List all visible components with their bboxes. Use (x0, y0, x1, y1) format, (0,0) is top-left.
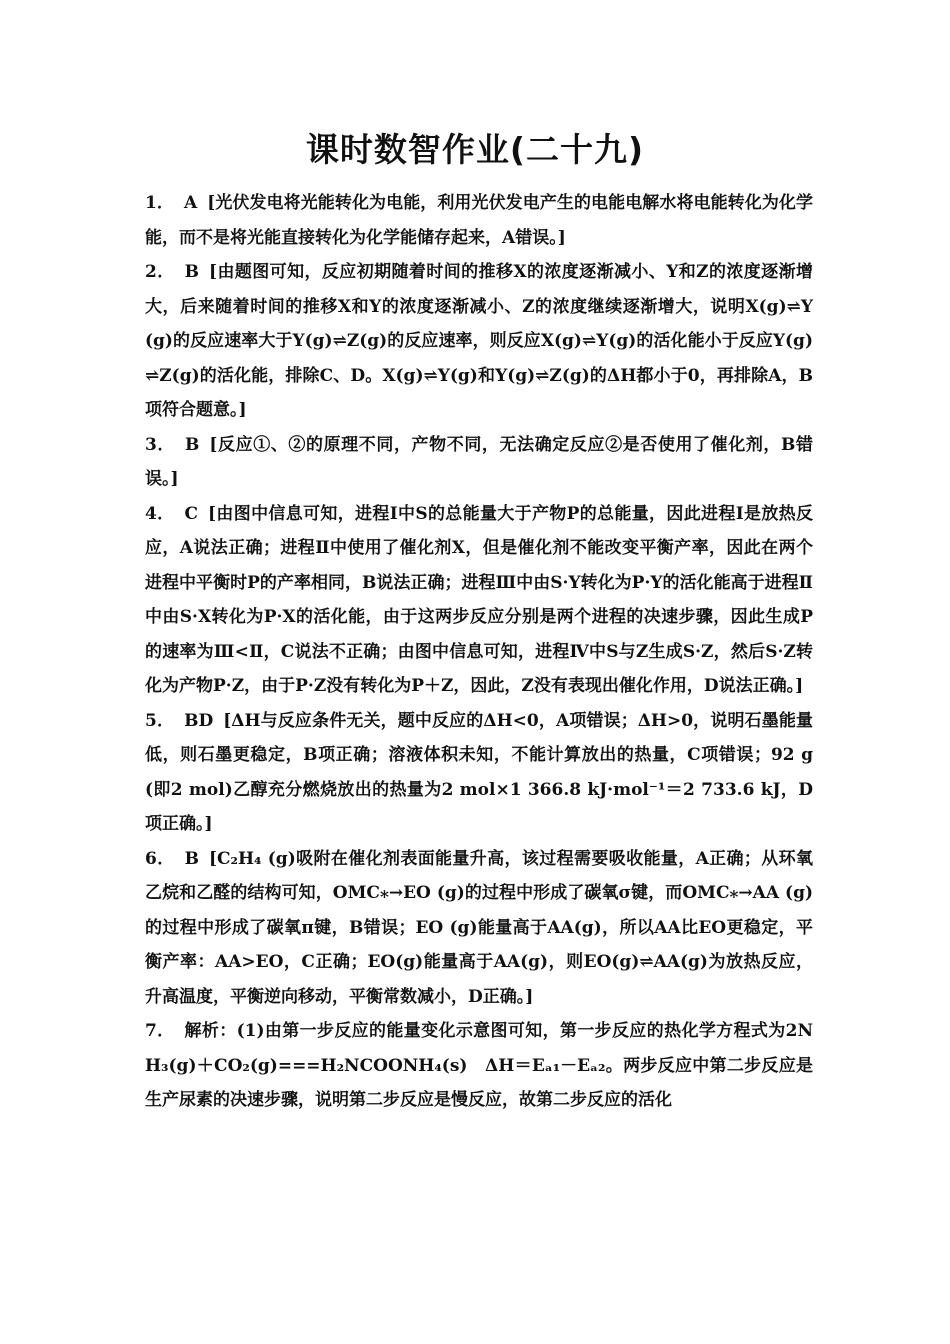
answer-list (145, 186, 813, 1118)
item-number: 5． (145, 710, 175, 731)
item-explanation: [反应①、②的原理不同，产物不同，无法确定反应②是否使用了催化剂，B错误。] (145, 434, 813, 489)
item-number: 4． (145, 503, 175, 524)
item-explanation: (1)由第一步反应的能量变化示意图可知，第一步反应的热化学方程式为2NH₃(g)＋CO₂(g)===H₂NCOONH₄(s) ΔH＝Eₐ₁－Eₐ₂。两步反应中第二步反应是生产尿素的决速步骤，说明第二步反应是慢反应，故第二步反应的活化 (145, 1021, 813, 1110)
item-explanation: [光伏发电将光能转化为电能，利用光伏发电产生的电能电解水将电能转化为化学能，而不是将光能直接转化为化学能储存起来，A错误。] (145, 193, 813, 248)
item-answer: A (184, 193, 198, 213)
item-explanation: [由图中信息可知，进程Ⅰ中S的总能量大于产物P的总能量，因此进程Ⅰ是放热反应，A说法正确；进程Ⅱ中使用了催化剂X，但是催化剂不能改变平衡产率，因此在两个进程中平衡时P的产率相同，B说法正确；进程Ⅲ中由S·Y转化为P·Y的活化能高于进程Ⅱ中由S·X转化为P·X的活化能，由于这两步反应分别是两个进程的决速步骤，因此生成P的速率为Ⅲ<Ⅱ，C说法不正确；由图中信息可知，进程Ⅳ中S与Z生成S·Z，然后S·Z转化为产物P·Z，由于P·Z没有转化为P＋Z，因此，Z没有表现出催化作用，D说法正确。] (145, 503, 813, 696)
answer-item-5 (145, 704, 813, 842)
answer-item-1 (145, 186, 813, 255)
item-number: 7． (145, 1021, 175, 1041)
item-explanation: [ΔH与反应条件无关，题中反应的ΔH<0，A项错误；ΔH>0，说明石墨能量低，则石墨更稳定，B项正确；溶液体积未知，不能计算放出的热量，C项错误；92 g(即2 mol)乙醇充分燃烧放出的热量为2 mol×1 366.8 kJ·mol⁻¹＝2 733.6 kJ，D项正确。] (145, 710, 813, 834)
answer-item-7 (145, 1014, 813, 1118)
item-answer: BD (184, 710, 214, 731)
item-answer: 解析： (184, 1021, 237, 1041)
item-explanation: [由题图可知，反应初期随着时间的推移X的浓度逐渐减小、Y和Z的浓度逐渐增大，后来随着时间的推移X和Y的浓度逐渐减小、Z的浓度继续逐渐增大，说明X(g)⇌Y(g)的反应速率大于Y(g)⇌Z(g)的反应速率，则反应X(g)⇌Y(g)的活化能小于反应Y(g)⇌Z(g)的活化能，排除C、D。X(g)⇌Y(g)和Y(g)⇌Z(g)的ΔH都小于0，再排除A，B项符合题意。] (145, 262, 813, 420)
item-explanation: [C₂H₄ (g)吸附在催化剂表面能量升高，该过程需要吸收能量，A正确；从环氧乙烷和乙醛的结构可知，OMC⁎→EO (g)的过程中形成了碳氧σ键，而OMC⁎→AA (g)的过程中形成了碳氧π键，B错误；EO (g)能量高于AA(g)，所以AA比EO更稳定，平衡产率：AA>EO，C正确；EO(g)能量高于AA(g)，则EO(g)⇌AA(g)为放热反应，升高温度，平衡逆向移动，平衡常数减小，D正确。] (145, 848, 813, 1007)
item-number: 1． (145, 193, 174, 213)
answer-item-4 (145, 497, 813, 704)
answer-item-3 (145, 428, 813, 497)
item-number: 3． (145, 434, 176, 455)
answer-item-2 (145, 255, 813, 428)
answer-item-6 (145, 842, 813, 1015)
item-answer: B (184, 262, 200, 282)
item-number: 6． (145, 848, 175, 869)
item-number: 2． (145, 262, 175, 282)
item-answer: B (185, 434, 200, 455)
page-title: 课时数智作业(二十九) (305, 130, 645, 169)
item-answer: C (184, 503, 199, 524)
item-answer: B (184, 848, 199, 869)
